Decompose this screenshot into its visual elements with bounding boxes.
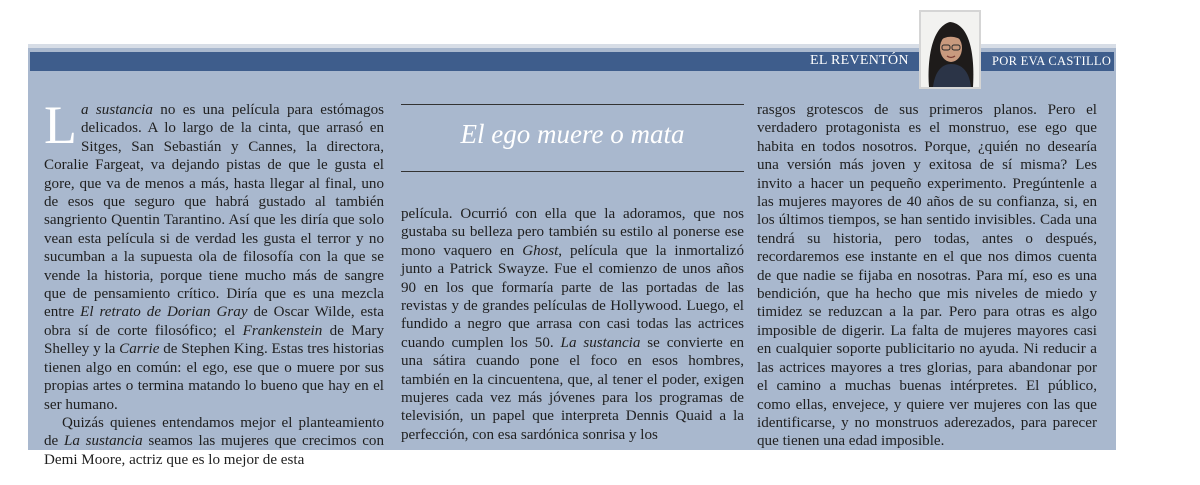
section-title: EL REVENTÓN	[810, 53, 909, 68]
paragraph-text: , película que la inmortalizó junto a Patrick Swayze. Fue el comienzo de unos años 90 en los que formaría parte de las portadas de las revistas y de grandes películas de Hollywood. Luego, el fundido a negro que arrasa con casi todas las actrices cuando cumplen los 50.	[401, 242, 745, 351]
column-2	[401, 205, 744, 444]
book-title: Carrie	[119, 341, 160, 358]
pull-headline-box	[401, 104, 744, 172]
drop-cap: L	[44, 95, 77, 155]
film-title: Ghost	[522, 242, 559, 259]
paragraph-text: de Mary Shelley y la	[44, 322, 384, 358]
book-title: Frankenstein	[242, 322, 323, 339]
paragraph-text: de Stephen King. Estas tres historias tienen algo en común: el ego, ese que o muere por sus propias artes o termina matando lo bueno que hay en el ser humano.	[44, 341, 384, 413]
paragraph-text: de Oscar Wilde, esta obra sí de corte filosófico; el	[44, 304, 385, 339]
column-1	[44, 95, 385, 469]
paragraph-text: Quizás quienes entendamos mejor el planteamiento de	[44, 414, 384, 450]
column-3	[757, 101, 1097, 451]
paragraph-text: película. Ocurrió con ella que la adoramos, que nos gustaba su belleza pero también su estilo al ponerse ese mono vaquero en	[401, 206, 744, 259]
author-photo	[919, 10, 981, 89]
paragraph-text: seamos las mujeres que crecimos con Demi Moore, actriz que es lo mejor de esta	[44, 433, 384, 468]
headline: El ego muere o mata	[460, 119, 685, 149]
film-title: La sustancia	[63, 433, 143, 450]
paragraph-text: se convierte en una sátira cuando pone el foco en esos hombres, también en la cincuentena, que, al tener el poder, exigen mujeres cada vez más jóvenes para los programas de televisión, un papel que interpreta Dennis Quaid a la perfección, con esa sardónica sonrisa y los	[401, 334, 744, 443]
paragraph-text: rasgos grotescos de sus primeros planos. Pero el verdadero protagonista es el monstruo, ese ego que habita en todos nosotros. Porque, ¿quién no desearía una versión más joven y exitosa de sí misma? Les invito a hacer un pequeño experimento. Pregúntenle a las mujeres mayores de 40 años de su confianza, si, en los últimos tiempos, se han sentido invisibles. Cada una tendrá su historia, pero todas, antes o después, recordaremos ese instante en el que nos dimos cuenta de que nadie se fijaba en nosotras. Para mí, eso es una bendición, que ha hecho que mis niveles de miedo y timidez se reduzcan a la par. Pero para otras es algo imposible de digerir. La falta de mujeres mayores casi en cualquier soporte publicitario no ayuda. Ni reducir a las actrices mayores a tres glorias, para abandonar por el camino a muchas buenas intérpretes. El público, como ellas, envejece, y quiere ver mujeres con las que identificarse, y no monstruos aderezados, para parecer que tienen una edad imposible.	[757, 102, 1097, 450]
author-byline: POR EVA CASTILLO	[992, 54, 1112, 68]
film-title: a sustancia	[81, 102, 153, 118]
book-title: El retrato de Dorian Gray	[80, 304, 248, 321]
paragraph-text: no es una película para estómagos delicados. A lo largo de la cinta, que arrasó en Sitges, San Sebastián y Cannes, la directora, Coralie Fargeat, va dejando pistas de que le gusta el gore, que va de menos a más, hasta llegar al final, uno de esos que seguro que habrá gustado al también sangriento Quentin Tarantino. Así que les diría que solo vean esta película si de verdad les gusta el terror y no sucumban a la supuesta ola de filosofía con la que se vende la historia, porque tiene mucho más de sangre que de pensamiento crítico. Diría que es una mezcla entre	[44, 102, 384, 321]
film-title: La sustancia	[560, 334, 641, 351]
